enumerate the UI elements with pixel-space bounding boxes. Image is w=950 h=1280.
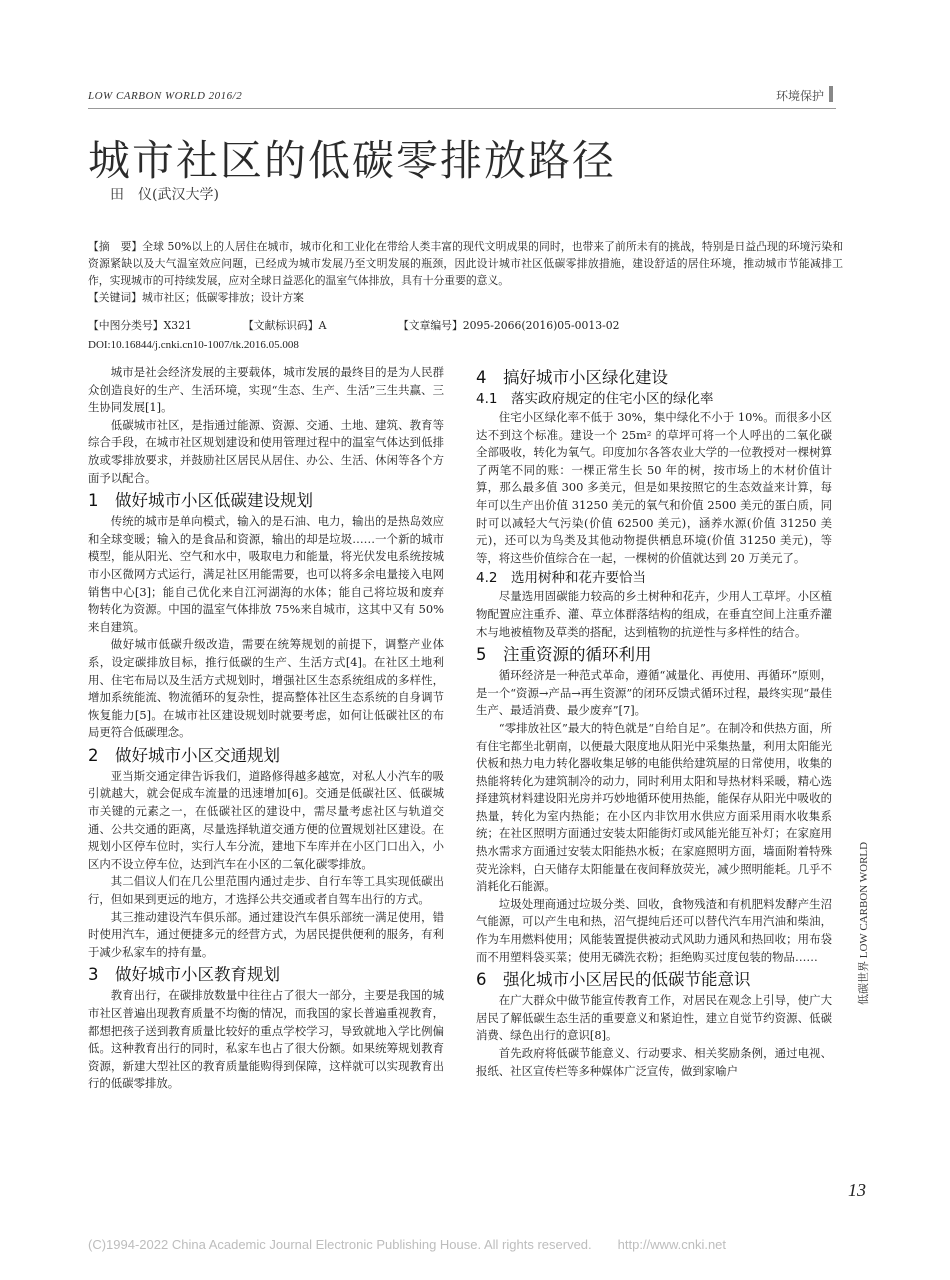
paragraph: 亚当斯交通定律告诉我们，道路修得越多越宽，对私人小汽车的吸引就越大，就会促成车流量的迅速增加[6]。交通是低碳社区、低碳城市关键的元素之一，在低碳社区的建设中，需尽量考虑社区与轨道交通、公共交通的距离，尽量选择轨道交通方便的位置规划社区建设。在规划小区停车位时，实行人车分流，建地下车库并在小区门口出入，小区内不设立停车位，达到汽车在小区的二氧化碳零排放。 [88, 768, 444, 871]
page-number: 13 [848, 1180, 866, 1200]
right-column [476, 364, 832, 1080]
abstract [88, 238, 843, 306]
paragraph: 垃圾处理商通过垃圾分类、回收，食物残渣和有机肥料发酵产生沼气能源，可以产生电和热，沼气提纯后还可以替代汽车用汽油和柴油，作为车用燃料使用；风能装置提供被动式风助力通风和热回收；用布袋而不用塑料袋买菜；使用无磷洗衣粉；拒绝购买过度包装的物品…… [476, 896, 832, 964]
doi: DOI:10.16844/j.cnki.cn10-1007/tk.2016.05.008 [88, 339, 299, 351]
paragraph: 在广大群众中做节能宣传教育工作，对居民在观念上引导，使广大居民了解低碳生态生活的重要意义和紧迫性，建立自觉节约资源、低碳消费、绿色出行的意识[8]。 [476, 993, 832, 1043]
page-title: 城市社区的低碳零排放路径 [88, 136, 617, 185]
section-heading-2: 2 做好城市小区交通规划 [88, 745, 280, 765]
journal-name: LOW CARBON WORLD 2016/2 [88, 90, 243, 102]
paragraph: 做好城市低碳升级改造，需要在统筹规划的前提下，调整产业体系，设定碳排放目标，推行低碳的生产、生活方式[4]。在社区土地利用、住宅布局以及生活方式规划时，增强社区生态系统组成的多样性，增加系统能流、物流循环的复杂性，提高整体社区生态系统的自身调节恢复能力[5]。在城市社区建设规划时就要考虑，如何让低碳社区的布局更符合低碳理念。 [88, 637, 444, 740]
subsection-heading-4-2: 4.2 选用树种和花卉要恰当 [476, 570, 646, 587]
paragraph: 传统的城市是单向模式，输入的是石油、电力，输出的是热岛效应和全球变暖；输入的是食品和资源，输出的却是垃圾……一个新的城市模型，能从阳光、空气和水中，吸取电力和能量，将光伏发电系统按城市小区微网方式运行，满足社区用能需要，也可以将多余电量接入电网销售中心[3]；能自己优化来自江河湖海的水体；能自己将垃圾和废弃物转化为资源。中国的温室气体排放 75%来自城市，这其中又有 50%来自建筑。 [88, 514, 444, 634]
section-heading-6: 6 强化城市小区居民的低碳节能意识 [476, 970, 751, 990]
paragraph: 教育出行，在碳排放数量中往往占了很大一部分，主要是我国的城市社区普遍出现教育质量不均衡的情况，而我国的家长普遍重视教育，都想把孩子送到教育质量比较好的重点学校学习，导致就地入学比例偏低。这种教育出行的同时，私家车也占了很大份额。如果统筹规划教育资源，新建大型社区的教育质量能购得到保障，这样就可以实现教育出行的低碳零排放。 [88, 988, 444, 1091]
subsection-heading-4-1: 4.1 落实政府规定的住宅小区的绿化率 [476, 391, 714, 407]
section-heading-4: 4 搞好城市小区绿化建设 [476, 368, 668, 387]
paragraph: “零排放社区”最大的特色就是“自给自足”。在制冷和供热方面，所有住宅都坐北朝南，以便最大限度地从阳光中采集热量，利用太阳能光伏板和热力电力转化器收集足够的电能供给建筑屋的日常使用，收集的热能将转化为建筑制冷的动力，同时利用太阳和导热材料采暖，精心选择建筑材料建设阳光房并巧妙地循环使用热能，能保存从阳光中吸收的热量，转化为室内热能；在小区内非饮用水供应方面采用雨水收集系统；在社区照明方面通过安装太阳能街灯或风能光能互补灯；在家庭用热水需求方面通过安装太阳能热水板；在家庭照明方面，墙面附着特殊荧光涂料，白天储存太阳能量在夜间释放荧光，减少照明能耗。几乎不消耗化石能源。 [476, 720, 832, 894]
header-divider [88, 108, 836, 109]
section-name: 环境保护 [775, 89, 824, 103]
class-number: 【中图分类号】X321 [88, 319, 192, 332]
vertical-journal-label: 低碳世界 LOW CARBON WORLD [858, 841, 870, 1005]
paragraph: 城市是社会经济发展的主要载体，城市发展的最终目的是为人民群众创造良好的生产、生活环境，实现“生态、生产、生活”三生共赢、三生协同发展[1]。 [88, 365, 444, 415]
section-heading-3: 3 做好城市小区教育规划 [88, 965, 280, 985]
left-column [88, 364, 444, 1093]
paragraph: 低碳城市社区，是指通过能源、资源、交通、土地、建筑、教育等综合手段，在城市社区规划建设和使用管理过程中的温室气体达到低排放或零排放要求，并鼓励社区居民从居住、办公、生活、休闲等各个方面予以配合。 [88, 417, 444, 485]
paragraph: 首先政府将低碳节能意义、行动要求、相关奖励条例，通过电视、报纸、社区宣传栏等多种媒体广泛宣传，做到家喻户 [476, 1046, 832, 1078]
paragraph: 循环经济是一种范式革命，遵循“减量化、再使用、再循环”原则，是一个“资源→产品→再生资源”的闭环反馈式循环过程，最终实现“最佳生产、最适消费、最少废弃”[7]。 [476, 668, 832, 718]
section-heading-1: 1 做好城市小区低碳建设规划 [88, 491, 313, 511]
paragraph: 其二倡议人们在几公里范围内通过走步、自行车等工具实现低碳出行，但如果到更远的地方，才选择公共交通或者自驾车出行的方式。 [88, 874, 444, 907]
article-number: 【文章编号】2095-2066(2016)05-0013-02 [398, 319, 620, 332]
paragraph: 住宅小区绿化率不低于 30%，集中绿化不小于 10%。而很多小区达不到这个标准。建设一个 25m² 的草坪可将一个人呼出的二氧化碳全部吸收，转化为氧气。印度加尔各答农业大学的一位教授对一棵树算了两笔不同的账：一棵正常生长 50 年的树，按市场上的木材价值计算，那么最多值 300 多美元，但是如果按照它的生态效益来计算，每年可以生产出价值 31250 美元的氧气和价值 2500 美元的蛋白质，同时可以减轻大气污染(价值 62500 美元)，涵养水源(价值 31250 美元)，还可以为鸟类及其他动物提供栖息环境(价值 31250 美元)，等等，将这些价值综合在一起，一棵树的价值就达到 20 万美元了。 [476, 410, 832, 565]
abstract-text: 【摘 要】全球 50%以上的人居住在城市，城市化和工业化在带给人类丰富的现代文明成果的同时，也带来了前所未有的挑战，特别是日益凸现的环境污染和资源紧缺以及大气温室效应问题，已经成为城市发展乃至文明发展的瓶颈，因此设计城市社区低碳零排放措施，建设舒适的居住环境，推动城市节能减排工作，实现城市的可持续发展，应对全球日益恶化的温室气体排放，具有十分重要的意义。 [88, 240, 843, 287]
paragraph: 其三推动建设汽车俱乐部。通过建设汽车俱乐部统一满足使用，错时使用汽车，通过便捷多元的经营方式，为居民提供便利的服务，有利于减少私家车的持有量。 [88, 909, 444, 959]
copyright-footer: (C)1994-2022 China Academic Journal Electronic Publishing House. All rights reserved. http://www.cnki.net [88, 1237, 727, 1252]
section-heading-5: 5 注重资源的循环利用 [476, 645, 652, 665]
paragraph: 尽量选用固碳能力较高的乡土树种和花卉，少用人工草坪。小区植物配置应注重乔、灌、草立体群落结构的组成，在垂直空间上注重乔灌木与地被植物及草类的搭配，达到植物的抗逆性与多样性的结合。 [476, 589, 832, 639]
keywords: 【关键词】城市社区；低碳零排放；设计方案 [88, 291, 304, 304]
section-bar [829, 86, 833, 102]
author-line: 田 仪(武汉大学) [110, 187, 219, 203]
document-code: 【文献标识码】A [243, 319, 327, 332]
